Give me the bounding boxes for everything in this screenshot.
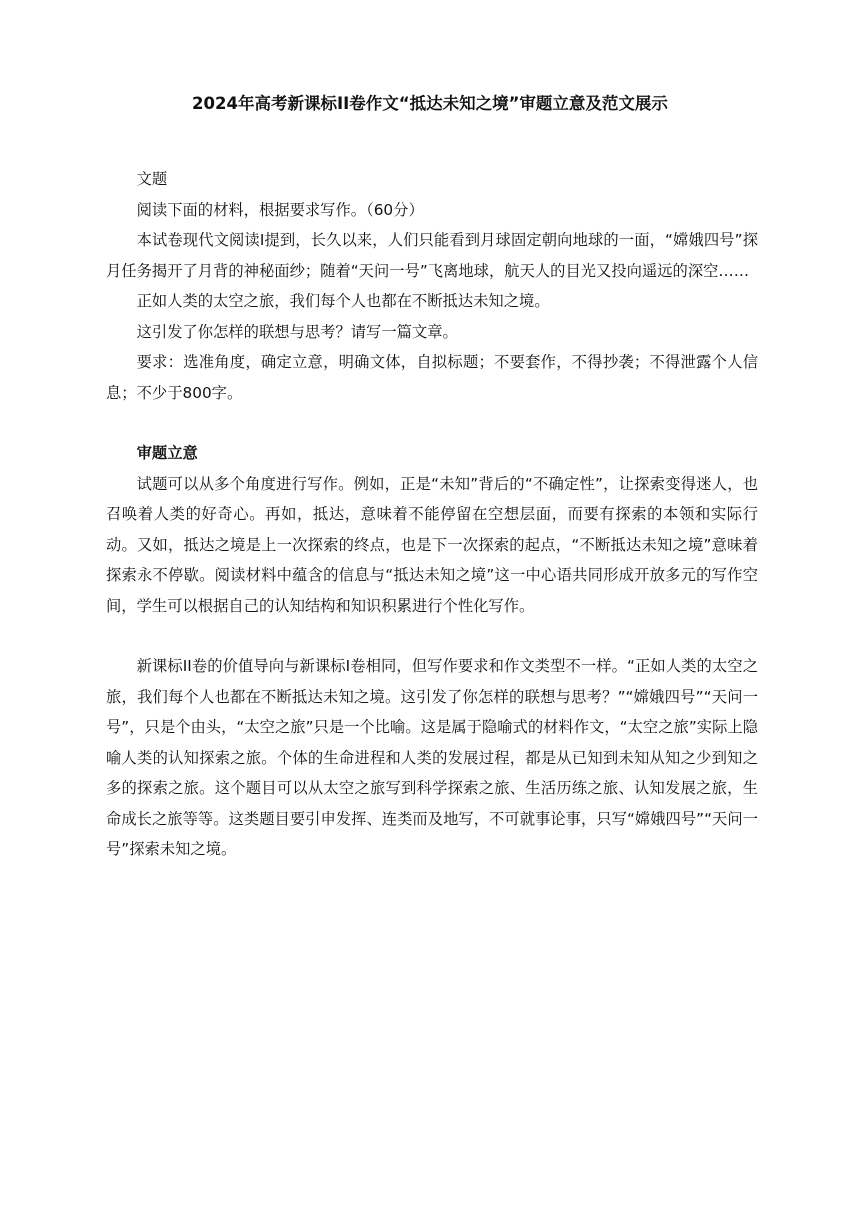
document-title: 2024年高考新课标II卷作文“抵达未知之境”审题立意及范文展示 — [192, 94, 668, 113]
prompt-requirements: 要求：选准角度，确定立意，明确文体，自拟标题；不要套作，不得抄袭；不得泄露个人信息；不少于800字。 — [106, 353, 758, 402]
analysis-paragraph: 试题可以从多个角度进行写作。例如，正是“未知”背后的“不确定性”，让探索变得迷人，也召唤着人类的好奇心。再如，抵达，意味着不能停留在空想层面，而要有探索的本领和实际行动。又如，抵达之境是上一次探索的终点，也是下一次探索的起点，“不断抵达未知之境”意味着探索永不停歇。阅读材料中蕴含的信息与“抵达未知之境”这一中心语共同形成开放多元的写作空间，学生可以根据自己的认知结构和知识积累进行个性化写作。 — [106, 474, 758, 615]
prompt-paragraph: 这引发了你怎样的联想与思考？请写一篇文章。 — [136, 322, 458, 341]
section-gap — [106, 621, 758, 651]
prompt-paragraph: 本试卷现代文阅读I提到，长久以来，人们只能看到月球固定朝向地球的一面，“嫦娥四号”探月任务揭开了月背的神秘面纱；随着“天问一号”飞离地球，航天人的目光又投向遥远的深空…… — [106, 231, 758, 280]
prompt-paragraph: 正如人类的太空之旅，我们每个人也都在不断抵达未知之境。 — [136, 292, 550, 310]
prompt-label: 文题 — [136, 170, 168, 188]
analysis-paragraph: 新课标II卷的价值导向与新课标I卷相同，但写作要求和作文类型不一样。“正如人类的太空之旅，我们每个人也都在不断抵达未知之境。这引发了你怎样的联想与思考？”“嫦娥四号”“天问一号”，只是个由头，“太空之旅”只是一个比喻。这是属于隐喻式的材料作文，“太空之旅”实际上隐喻人类的认知探索之旅。个体的生命进程和人类的发展过程，都是从已知到未知从知之少到知之多的探索之旅。这个题目可以从太空之旅写到科学探索之旅、生活历练之旅、认知发展之旅，生命成长之旅等等。这类题目要引申发挥、连类而及地写，不可就事论事，只写“嫦娥四号”“天问一号”探索未知之境。 — [106, 657, 758, 858]
prompt-intro: 阅读下面的材料，根据要求写作。（60分） — [136, 200, 424, 219]
section-gap — [106, 408, 758, 438]
document-body — [106, 164, 758, 865]
analysis-heading: 审题立意 — [136, 444, 198, 462]
